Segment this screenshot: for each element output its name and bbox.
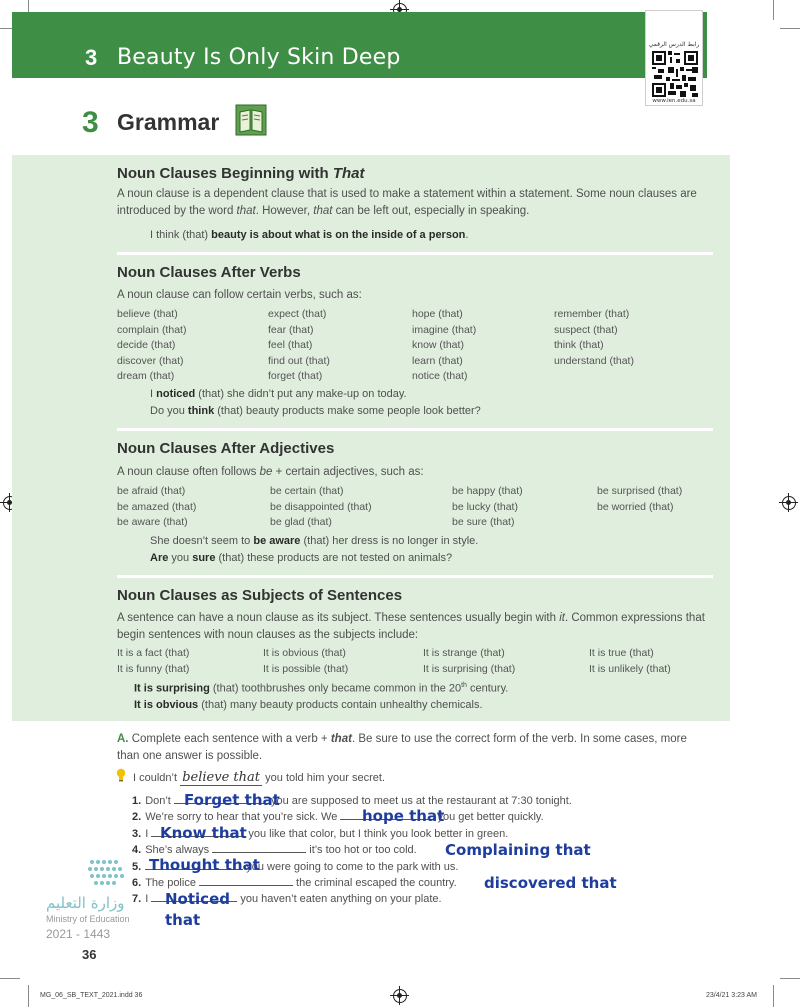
handwritten-answer: Forget that [184,791,280,809]
lightbulb-icon [116,768,126,782]
adjective-item: be sure (that) [452,516,515,528]
ministry-name-english: Ministry of Education [46,914,130,924]
adjective-item: be aware (that) [117,516,188,528]
qr-code-icon [652,51,698,97]
expression-item: It is possible (that) [263,662,349,675]
verb-item: hope (that) [412,308,463,320]
verb-item: fear (that) [268,323,314,336]
crop-mark [773,0,774,20]
adjective-column-3 [452,484,523,531]
adjective-column-1 [117,484,196,531]
verb-item: know (that) [412,339,464,351]
exercise-item-5: 5. you were going to come to the park with us. [132,861,459,873]
heading-noun-clauses-after-verbs: Noun Clauses After Verbs [117,264,301,281]
expression-item: It is obvious (that) [263,647,346,659]
adjective-item: be disappointed (that) [270,500,372,513]
verb-item: decide (that) [117,339,176,351]
ministry-name-arabic: وزارة التعليم [46,894,125,912]
adjective-item: be worried (that) [597,500,674,513]
verb-item: find out (that) [268,354,330,367]
verb-item: complain (that) [117,323,187,336]
verb-column-3 [412,307,476,385]
print-slug-file: MG_06_SB_TEXT_2021.indd 36 [40,992,143,999]
handwritten-answer: Thought that [149,856,260,874]
crop-mark [780,978,800,979]
crop-mark [773,985,774,1007]
expression-column-3 [423,646,515,677]
answer-blank[interactable] [199,885,293,886]
adjective-item: be happy (that) [452,485,523,497]
verb-item: understand (that) [554,354,634,367]
qr-url: www.ien.edu.sa [652,98,696,104]
section-divider [117,575,713,578]
unit-number: 3 [85,45,98,70]
verb-item: remember (that) [554,308,630,320]
handwritten-answer: that [165,911,201,929]
adjective-item: be amazed (that) [117,500,197,513]
verb-item: learn (that) [412,354,463,367]
expression-item: It is true (that) [589,647,654,659]
verb-item: dream (that) [117,370,175,382]
page-number: 36 [82,947,97,962]
exercise-item-6: 6. The police the criminal escaped the country. [132,877,457,889]
example-sentence: I noticed (that) she didn’t put any make-up on today. [150,388,407,400]
registration-mark-icon [393,989,407,1003]
handwritten-answer: discovered that [484,874,617,892]
exercise-item-1: 1. Don’t you are supposed to meet us at the restaurant at 7:30 tonight. [132,795,572,807]
verb-column-1 [117,307,186,385]
verb-item: feel (that) [268,339,313,351]
ministry-logo-dots [88,858,184,894]
registration-mark-icon [782,496,796,510]
expression-item: It is a fact (that) [117,647,190,659]
adjective-column-2 [270,484,372,531]
verb-item: forget (that) [268,370,323,382]
intro-adjectives: A noun clause often follows be + certain adjectives, such as: [117,466,424,478]
expression-column-1 [117,646,189,677]
expression-column-4 [589,646,671,677]
verb-item: notice (that) [412,370,468,382]
exercise-item-2: 2. We’re sorry to hear that you’re sick. We you get better quickly. [132,811,544,823]
adjective-item: be lucky (that) [452,500,518,513]
paragraph-noun-clauses-subjects: A sentence can have a noun clause as its subject. These sentences usually begin with it. Common expressions that begin sentences with noun clauses as the subjects include: [117,612,705,641]
unit-title: Beauty Is Only Skin Deep [117,45,401,70]
paragraph-noun-clauses-that: A noun clause is a dependent clause that is used to make a statement within a statement. Some noun clauses are introduced by the word that. However, that can be left out, especially in speaking. [117,188,697,217]
verb-column-2 [268,307,330,385]
handwritten-answer: Know that [160,824,247,842]
academic-year: 2021 - 1443 [46,927,111,941]
example-sentence: Are you sure (that) these products are not tested on animals? [150,552,453,564]
expression-item: It is strange (that) [423,647,505,659]
example-sentence: I think (that) beauty is about what is on the inside of a person. [150,229,469,241]
adjective-item: be certain (that) [270,485,344,497]
verb-item: think (that) [554,339,604,351]
verb-item: discover (that) [117,354,184,367]
verb-item: believe (that) [117,308,178,320]
exercise-item-7: 7. I you haven’t eaten anything on your plate. [132,893,442,905]
heading-noun-clauses-after-adjectives: Noun Clauses After Adjectives [117,440,335,457]
adjective-item: be afraid (that) [117,485,186,497]
qr-label: رابط الدرس الرقمي [648,41,700,48]
handwritten-answer: Complaining that [445,841,591,859]
crop-mark [780,28,800,29]
exercise-example: I couldn’t believe that you told him your secret. [133,770,385,785]
crop-mark [0,978,20,979]
answer-blank[interactable] [212,852,306,853]
adjective-column-4 [597,484,682,515]
exercise-item-4: 4. She’s always it’s too hot or too cold. [132,844,417,856]
print-slug-date: 23/4/21 3:23 AM [706,992,757,999]
section-number: 3 [82,106,99,139]
example-sentence: It is obvious (that) many beauty products contain unhealthy chemicals. [134,699,483,711]
exercise-item-3: 3. I you like that color, but I think you look better in green. [132,828,509,840]
adjective-item: be surprised (that) [597,485,683,497]
qr-code-panel[interactable] [645,10,703,106]
example-answer: believe that [182,770,260,785]
expression-item: It is surprising (that) [423,662,516,675]
section-title: Grammar [117,109,220,135]
example-sentence: It is surprising (that) toothbrushes only became common in the 20th century. [134,682,509,695]
crop-mark [28,985,29,1007]
heading-noun-clauses-that: Noun Clauses Beginning with That [117,165,365,182]
example-sentence: Do you think (that) beauty products make some people look better? [150,405,481,417]
heading-noun-clauses-subjects: Noun Clauses as Subjects of Sentences [117,587,403,604]
book-icon [235,104,267,136]
example-sentence: She doesn’t seem to be aware (that) her dress is no longer in style. [150,535,479,547]
section-divider [117,252,713,255]
handwritten-answer: hope that [362,807,445,825]
exercise-instructions: A. Complete each sentence with a verb + that. Be sure to use the correct form of the verb. In some cases, more than one answer is possible. [117,733,687,762]
verb-item: imagine (that) [412,323,477,336]
handwritten-answer: Noticed [165,890,230,908]
expression-item: It is unlikely (that) [589,662,671,675]
section-divider [117,428,713,431]
verb-item: expect (that) [268,308,327,320]
verb-column-4 [554,307,634,369]
adjective-item: be glad (that) [270,516,332,528]
intro-verbs: A noun clause can follow certain verbs, such as: [117,289,362,301]
expression-item: It is funny (that) [117,662,190,675]
verb-item: suspect (that) [554,323,618,336]
expression-column-2 [263,646,348,677]
